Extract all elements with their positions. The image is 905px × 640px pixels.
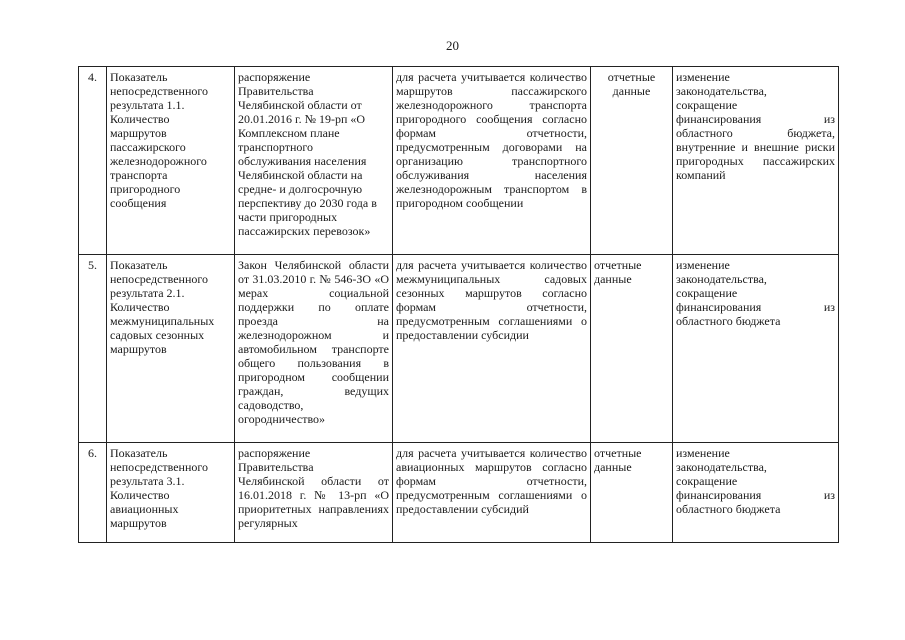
method-cell: для расчета учитывается количество межмуниципальных садовых сезонных маршрутов согласно формам отчетности, предусмотренным соглашениями о предоставлении субсидии xyxy=(393,255,591,443)
indicators-table xyxy=(78,66,839,543)
factors-cell: изменение законодательства, сокращение финансирования из областного бюджета xyxy=(673,443,839,543)
table-row xyxy=(79,255,839,443)
factors-cell: изменение законодательства, сокращение финансирования из областного бюджета xyxy=(673,255,839,443)
source-cell: отчетные данные xyxy=(591,443,673,543)
document-cell: Закон Челябинской области от 31.03.2010 г. № 546-ЗО «О мерах социальной поддержки по оплате проезда на железнодорожном и автомобильном транспорте общего пользования в пригородном сообщении граждан, ведущих садоводство, огородничество» xyxy=(235,255,393,443)
source-cell: отчетные данные xyxy=(591,67,673,255)
indicator-cell: Показатель непосредственного результата 3.1. Количество авиационных маршрутов xyxy=(107,443,235,543)
row-number: 4. xyxy=(79,67,107,255)
factors-cell: изменение законодательства, сокращение финансирования из областного бюджета, внутренние и внешние риски пригородных пассажирских компаний xyxy=(673,67,839,255)
source-cell: отчетные данные xyxy=(591,255,673,443)
document-cell: распоряжение Правительства Челябинской области от 16.01.2018 г. № 13-рп «О приоритетных направлениях регулярных xyxy=(235,443,393,543)
table-row xyxy=(79,67,839,255)
method-cell: для расчета учитывается количество маршрутов пассажирского железнодорожного транспорта пригородного сообщения согласно формам отчетности, предусмотренным договорами на организацию транспортного обслуживания населения железнодорожным транспортом в пригородном сообщении xyxy=(393,67,591,255)
method-cell: для расчета учитывается количество авиационных маршрутов согласно формам отчетности, предусмотренным соглашениями о предоставлении субсидий xyxy=(393,443,591,543)
row-number: 6. xyxy=(79,443,107,543)
row-number: 5. xyxy=(79,255,107,443)
indicator-cell: Показатель непосредственного результата 2.1. Количество межмуниципальных садовых сезонных маршрутов xyxy=(107,255,235,443)
page-number: 20 xyxy=(446,38,459,53)
document-cell: распоряжение Правительства Челябинской области от 20.01.2016 г. № 19-рп «О Комплексном плане транспортного обслуживания населения Челябинской области на средне- и долгосрочную перспективу до 2030 года в части пригородных пассажирских перевозок» xyxy=(235,67,393,255)
table-row xyxy=(79,443,839,543)
indicator-cell: Показатель непосредственного результата 1.1. Количество маршрутов пассажирского железнодорожного транспорта пригородного сообщения xyxy=(107,67,235,255)
